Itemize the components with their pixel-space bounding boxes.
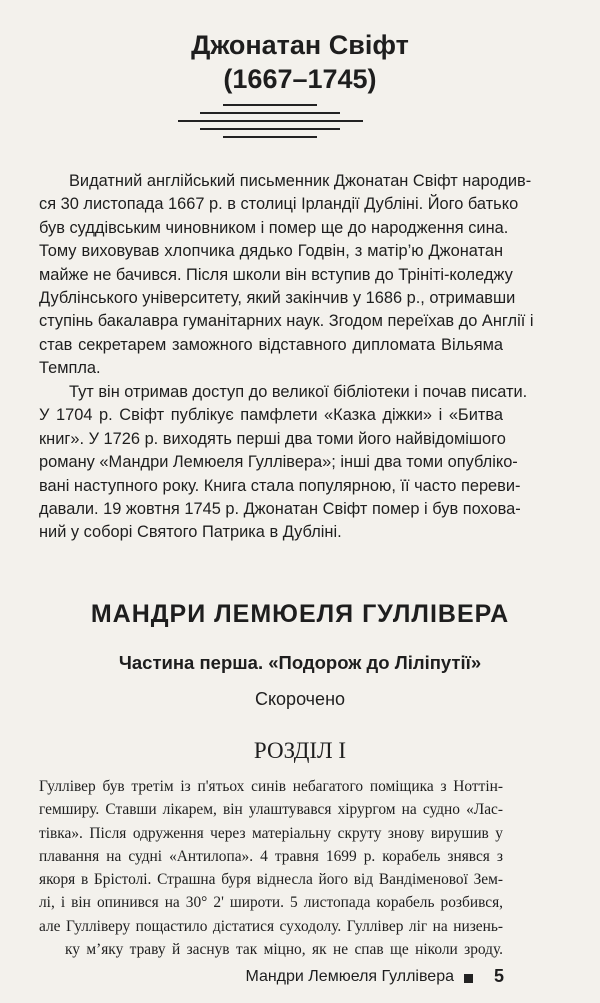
text-line: плавання на судні «Антилопа». 4 травня 1699 р. корабель знявся з bbox=[39, 847, 503, 865]
abridged-label: Скорочено bbox=[254, 689, 346, 709]
text-line: Темпла. bbox=[39, 359, 101, 378]
ornament-line bbox=[223, 136, 317, 138]
text-line: ступінь бакалавра гуманітарних наук. Згодом переїхав до Англії і bbox=[39, 312, 534, 331]
part-title: Частина перша. «Подорож до Ліліпутії» bbox=[118, 652, 482, 673]
work-title: МАНДРИ ЛЕМЮЕЛЯ ГУЛЛІВЕРА bbox=[90, 600, 510, 628]
text-line: Гуллівер був третім із п'ятьох синів небагатого поміщика з Ноттін- bbox=[39, 778, 503, 795]
ornament-line bbox=[200, 112, 340, 114]
square-bullet-icon bbox=[464, 974, 473, 983]
text-line: Видатний англійський письменник Джонатан Свіфт народив- bbox=[69, 172, 532, 190]
text-line: ся 30 листопада 1667 р. в столиці Ірландії Дубліні. Його батько bbox=[39, 195, 519, 214]
text-line: майже не бачився. Після школи він вступив до Трініті-коледжу bbox=[39, 265, 513, 284]
text-line: роману «Мандри Лемюеля Гуллівера»; інші два томи опубліко- bbox=[39, 453, 518, 472]
text-line: якоря в Брістолі. Страшна буря віднесла його від Вандіменової Зем- bbox=[39, 871, 503, 889]
story-paragraph bbox=[39, 775, 503, 961]
text-line: Тут він отримав доступ до великої бібліотеки і почав писати. bbox=[69, 383, 528, 401]
text-line: лі, і він опинився на 30° 2' широти. 5 листопада корабель розбився, bbox=[39, 894, 503, 912]
running-footer-title: Мандри Лемюеля Гуллівера bbox=[245, 968, 454, 985]
text-line: У 1704 р. Свіфт публікує памфлети «Казка діжки» і «Битва bbox=[39, 406, 503, 425]
ornament-line bbox=[200, 128, 340, 130]
ornament-line bbox=[178, 120, 363, 122]
text-line: Тому виховував хлопчика дядько Годвін, з матір’ю Джонатан bbox=[39, 242, 503, 261]
author-years: (1667–1745) bbox=[223, 64, 377, 94]
text-line: був суддівським чиновником і помер ще до народження сина. bbox=[39, 218, 509, 237]
ornament-line bbox=[223, 104, 317, 106]
text-line: тівка». Після одруження через матеріальну скруту знову вирушив у bbox=[39, 824, 503, 842]
text-line: давали. 19 жовтня 1745 р. Джонатан Свіфт помер і був похова- bbox=[39, 499, 521, 518]
bio-paragraph-1 bbox=[39, 170, 534, 381]
author-name: Джонатан Свіфт bbox=[191, 30, 409, 60]
text-line: Дублінського університету, який закінчив у 1686 р., отримавши bbox=[39, 288, 516, 307]
text-line: книг». У 1726 р. виходять перші два томи його найвідомішого bbox=[39, 429, 506, 448]
text-line: але Гулліверу пощастило дістатися суходолу. Гуллівер ліг на низень- bbox=[39, 917, 503, 935]
text-line: гемширу. Ставши лікарем, він улаштувався хірургом на судно «Лас- bbox=[39, 801, 503, 819]
text-line: ний у соборі Святого Патрика в Дубліні. bbox=[39, 523, 342, 542]
text-line: вані наступного року. Книга стала популярною, її часто переви- bbox=[39, 476, 521, 495]
page-number: 5 bbox=[494, 966, 505, 986]
text-line: ку м’яку траву й заснув так міцно, як не спав ще ніколи зроду. bbox=[65, 941, 503, 959]
bio-paragraph-2 bbox=[39, 381, 528, 545]
text-line: став секретарем заможного відставного дипломата Вільяма bbox=[39, 335, 503, 354]
chapter-heading: РОЗДІЛ I bbox=[253, 738, 347, 763]
